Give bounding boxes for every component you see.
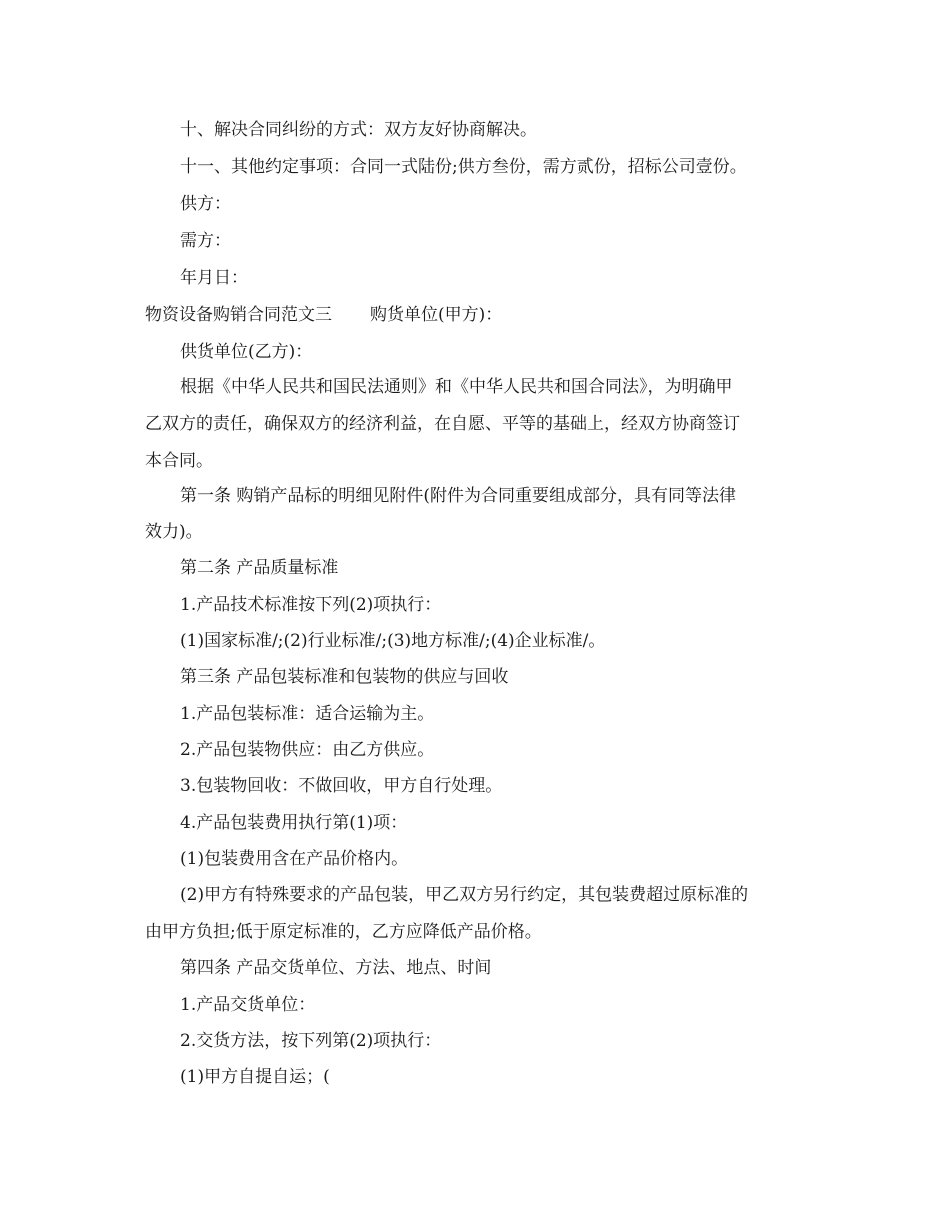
article-4-heading: 第四条 产品交货单位、方法、地点、时间 [180, 958, 492, 978]
article-2-heading: 第二条 产品质量标准 [180, 558, 339, 578]
buyer-signature-label: 需方： [180, 231, 231, 251]
article-1-line-1: 第一条 购销产品标的明细见附件(附件为合同重要组成部分，具有同等法律 [180, 486, 737, 506]
article-3-item-4: 4.产品包装费用执行第(1)项： [180, 813, 408, 833]
article-3-item-1: 1.产品包装标准：适合运输为主。 [180, 704, 435, 724]
article-3-item-4-option-2-line-2: 由甲方负担;低于原定标准的，乙方应降低产品价格。 [145, 922, 542, 942]
article-3-item-4-option-1: (1)包装费用含在产品价格内。 [180, 849, 409, 869]
seller-unit-label: 供货单位(乙方)： [180, 342, 313, 362]
contract-title: 物资设备购销合同范文三 [145, 305, 332, 325]
article-4-item-2-option-1: (1)甲方自提自运；( [180, 1067, 330, 1087]
preamble-line-3: 本合同。 [145, 451, 213, 471]
buyer-unit-label: 购货单位(甲方)： [370, 305, 503, 325]
article-3-item-3: 3.包装物回收：不做回收，甲方自行处理。 [180, 776, 503, 796]
clause-10-dispute: 十、解决合同纠纷的方式：双方友好协商解决。 [180, 120, 537, 140]
article-3-item-4-option-2-line-1: (2)甲方有特殊要求的产品包装，甲乙双方另行约定，其包装费超过原标准的 [180, 885, 749, 905]
article-3-heading: 第三条 产品包装标准和包装物的供应与回收 [180, 667, 509, 687]
supplier-signature-label: 供方： [180, 194, 231, 214]
article-2-standards: (1)国家标准/;(2)行业标准/;(3)地方标准/;(4)企业标准/。 [180, 631, 606, 651]
preamble-line-2: 乙双方的责任，确保双方的经济利益，在自愿、平等的基础上，经双方协商签订 [145, 414, 740, 434]
clause-11-other: 十一、其他约定事项：合同一式陆份;供方叁份，需方贰份，招标公司壹份。 [180, 157, 747, 177]
article-4-item-1: 1.产品交货单位： [180, 995, 316, 1015]
preamble-line-1: 根据《中华人民共和国民法通则》和《中华人民共和国合同法》，为明确甲 [180, 377, 733, 397]
article-3-item-2: 2.产品包装物供应：由乙方供应。 [180, 740, 435, 760]
article-2-item-1: 1.产品技术标准按下列(2)项执行： [180, 595, 442, 615]
article-4-item-2: 2.交货方法，按下列第(2)项执行： [180, 1031, 442, 1051]
date-label: 年月日： [180, 268, 248, 288]
article-1-line-2: 效力)。 [145, 522, 203, 542]
contract-heading-line [0, 304, 950, 326]
